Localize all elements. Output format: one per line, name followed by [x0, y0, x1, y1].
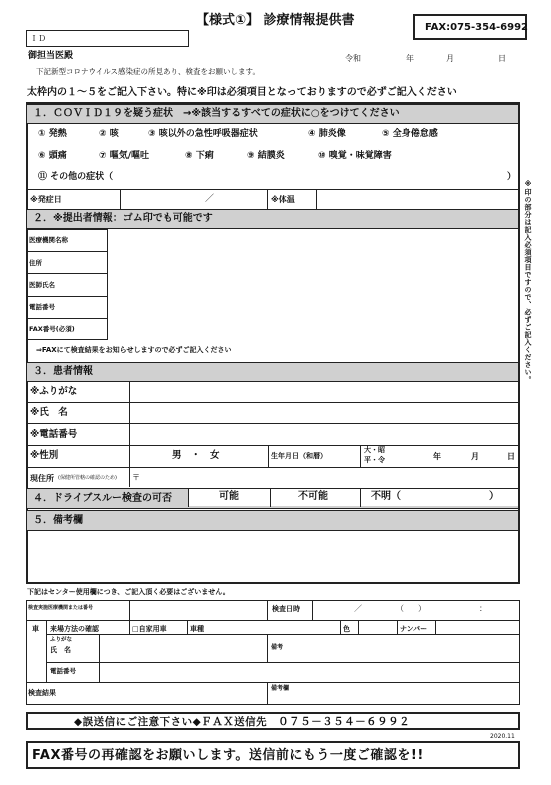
- addressee: 御担当医殿: [28, 51, 74, 61]
- car-label: 車: [32, 625, 39, 633]
- divider: [340, 620, 341, 634]
- notice-text: 太枠内の１～５をご記入下さい。特に※印は必須項目となっておりますので必ずご記入ください: [27, 87, 457, 98]
- address-note: (保健所管轄の確認のため): [58, 475, 117, 481]
- test-date-paren-open: （: [396, 604, 404, 613]
- address-label: 現住所: [30, 474, 54, 483]
- center-use-note: 下記はセンター使用欄につき、ご記入頂く必要はございません。: [27, 588, 230, 596]
- onset-date-slash[interactable]: ／: [205, 194, 215, 204]
- dob-month: 月: [471, 452, 479, 461]
- fax-number-box: [413, 14, 527, 40]
- test-time-colon: ：: [479, 604, 487, 613]
- divider: [267, 682, 268, 705]
- section5-header: [27, 510, 518, 531]
- sex-options[interactable]: 男 ・ 女: [172, 450, 220, 461]
- divider: [27, 296, 108, 297]
- car-model-label: 車種: [190, 625, 204, 633]
- symptom-fever[interactable]: ① 発熱: [38, 129, 67, 139]
- divider: [268, 445, 269, 467]
- patient-phone-label: ※電話番号: [30, 429, 78, 440]
- divider: [27, 273, 108, 274]
- option-possible[interactable]: 可能: [219, 491, 239, 502]
- divider: [187, 620, 188, 634]
- phone-label: 電話番号: [29, 303, 55, 311]
- divider: [270, 488, 271, 507]
- divider: [360, 488, 361, 507]
- divider: [267, 634, 268, 662]
- symptom-conjunctivitis[interactable]: ⑨ 結膜炎: [247, 151, 285, 161]
- reminder-box: [26, 741, 520, 769]
- divider: [46, 634, 520, 635]
- postal-mark[interactable]: 〒: [132, 473, 140, 482]
- symptom-fatigue[interactable]: ⑤ 全身倦怠感: [382, 129, 438, 139]
- date-day: 日: [498, 54, 506, 63]
- divider: [129, 381, 130, 487]
- car-number-label: ナンバー: [400, 625, 428, 633]
- document-title: 【様式①】 診療情報提供書: [196, 13, 355, 28]
- symptom-cough[interactable]: ② 咳: [99, 129, 119, 139]
- section1-title: １．ＣＯＶＩＤ１９を疑う症状 →※該当するすべての症状に○をつけてください: [33, 108, 400, 119]
- car-color-label: 色: [343, 625, 350, 633]
- dob-era-top[interactable]: 大・昭: [364, 446, 385, 454]
- divider: [27, 189, 518, 190]
- center-furigana-label: ふりがな: [50, 637, 73, 643]
- patient-name-label: ※氏 名: [30, 407, 68, 418]
- reception-label: 検査実施医療機関または番号: [28, 605, 94, 611]
- date-year: 年: [406, 54, 414, 63]
- divider: [360, 445, 361, 467]
- divider: [27, 467, 518, 468]
- visit-method-label: 来場方法の確認: [50, 625, 99, 633]
- divider: [46, 662, 520, 663]
- symptom-other-label[interactable]: ⑪ その他の症状（: [38, 172, 114, 182]
- test-result-label: 検査結果: [28, 689, 56, 697]
- symptom-other-close: ）: [507, 172, 517, 182]
- divider: [316, 189, 317, 209]
- center-phone-label: 電話番号: [50, 667, 76, 675]
- dob-day: 日: [507, 452, 515, 461]
- section5-title: ５．備考欄: [33, 515, 83, 526]
- furigana-label: ※ふりがな: [30, 386, 78, 397]
- id-field[interactable]: [26, 30, 189, 47]
- result-remarks-label: 備考欄: [271, 685, 290, 692]
- id-label: ＩＤ: [30, 34, 46, 43]
- symptom-respiratory[interactable]: ③ 咳以外の急性呼吸器症状: [148, 129, 258, 139]
- divider: [129, 620, 130, 634]
- date-month: 月: [446, 54, 454, 63]
- intro-text: 下記新型コロナウイルス感染症の所見あり、検査をお願いします。: [36, 67, 260, 76]
- divider: [358, 620, 359, 634]
- divider: [397, 620, 398, 634]
- test-date-paren-close: ）: [418, 604, 426, 613]
- side-required-note: ※印の部分は記入必須項目ですので、必ずご記入ください。: [524, 180, 532, 384]
- dob-year: 年: [433, 452, 441, 461]
- symptom-nausea[interactable]: ⑦ 嘔気/嘔吐: [99, 151, 150, 161]
- divider: [46, 620, 47, 682]
- fax-destination-text: ◆誤送信にご注意下さい◆ＦＡＸ送信先 ０７５－３５４－６９９２: [74, 716, 411, 728]
- divider: [312, 600, 313, 620]
- divider: [188, 488, 189, 507]
- divider: [27, 318, 108, 319]
- section2-header: [27, 209, 518, 229]
- option-unknown-close: ）: [489, 491, 499, 502]
- center-remarks-label: 備考: [271, 644, 284, 651]
- facility-name-label: 医療機関名称: [29, 236, 68, 244]
- divider: [26, 682, 520, 683]
- divider: [27, 445, 518, 446]
- divider: [27, 251, 108, 252]
- dob-era-bottom[interactable]: 平・令: [364, 456, 385, 464]
- section3-header: [27, 362, 518, 382]
- dob-label: 生年月日（和暦）: [271, 452, 327, 460]
- divider: [27, 402, 518, 403]
- onset-date-label: ※発症日: [30, 195, 62, 204]
- divider: [267, 189, 268, 209]
- section4-title: ４．ドライブスルー検査の可否: [33, 493, 172, 504]
- fax-destination-banner: [26, 712, 520, 730]
- symptom-headache[interactable]: ⑥ 頭痛: [38, 151, 67, 161]
- divider: [129, 600, 130, 620]
- divider: [435, 620, 436, 634]
- option-impossible[interactable]: 不可能: [298, 491, 328, 502]
- symptom-diarrhea[interactable]: ⑧ 下痢: [185, 151, 214, 161]
- section2-title: ２．※提出者情報：ゴム印でも可能です: [33, 213, 213, 224]
- temperature-label: ※体温: [271, 195, 295, 204]
- divider: [120, 189, 121, 209]
- fax-label: FAX番号(必須): [29, 325, 75, 333]
- own-car-checkbox[interactable]: □自家用車: [132, 625, 167, 633]
- section1-header: [27, 104, 518, 124]
- sex-label: ※性別: [30, 450, 59, 461]
- divider: [267, 600, 268, 620]
- date-era: 令和: [345, 54, 361, 63]
- address-label: 住所: [29, 259, 42, 267]
- divider: [26, 620, 520, 621]
- doctor-name-label: 医師氏名: [29, 281, 55, 289]
- divider: [27, 423, 518, 424]
- center-name-label: 氏 名: [50, 646, 71, 654]
- remarks-textarea[interactable]: [30, 532, 515, 580]
- test-date-slash: ／: [354, 604, 362, 613]
- option-unknown[interactable]: 不明（: [371, 491, 401, 502]
- reminder-text: FAX番号の再確認をお願いします。送信前にもう一度ご確認を!!: [32, 748, 424, 763]
- test-date-label: 検査日時: [272, 605, 300, 613]
- divider: [99, 634, 100, 682]
- fax-result-note: ⇒FAXにて検査結果をお知らせしますので必ずご記入ください: [36, 346, 232, 354]
- symptom-pneumonia[interactable]: ④ 肺炎像: [308, 129, 346, 139]
- symptom-smell-taste[interactable]: ⑩ 嗅覚・味覚障害: [318, 151, 392, 161]
- version-label: 2020.11: [490, 733, 515, 740]
- section3-title: ３．患者情報: [33, 366, 93, 377]
- fax-number-text: FAX:075-354-6992: [425, 22, 529, 33]
